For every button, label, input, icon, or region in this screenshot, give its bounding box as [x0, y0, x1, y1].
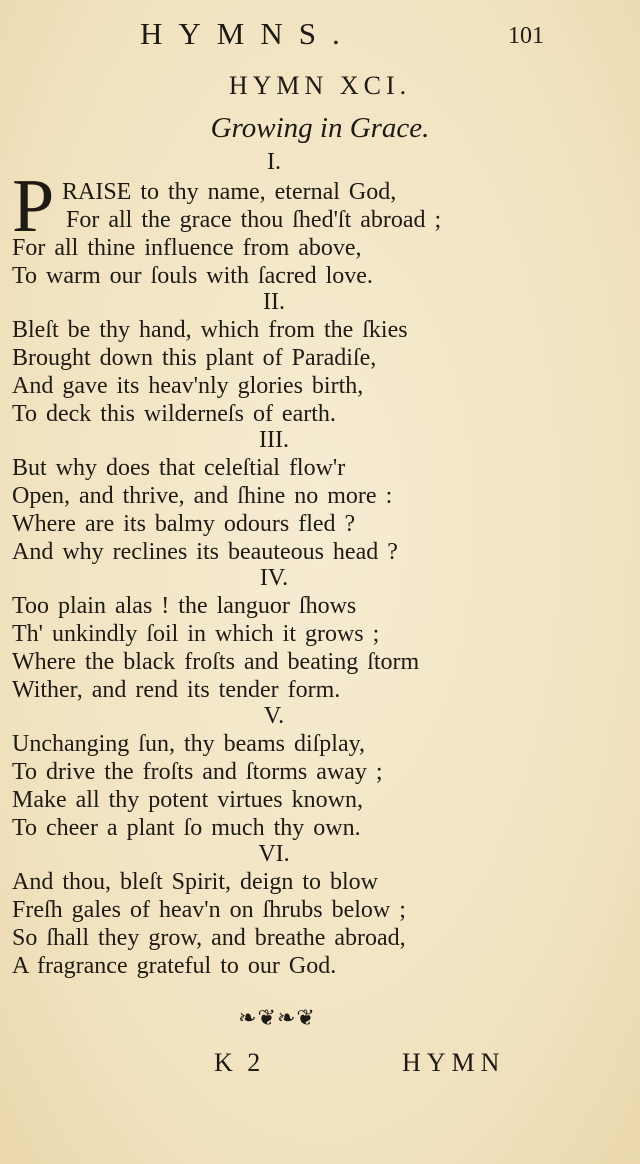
hymn-number: HYMN XCI.: [228, 71, 412, 100]
verse-line: A fragrance grateful to our God.: [12, 953, 337, 979]
verse-line: Unchanging ſun, thy beams diſplay,: [12, 731, 366, 757]
fleuron-ornament: ❧❦❧❦: [238, 1005, 316, 1030]
verse-line: And gave its heav'nly glories birth,: [12, 373, 364, 399]
verse-line: Bleſt be thy hand, which from the ſkies: [12, 317, 408, 343]
verse-line: RAISE to thy name, eternal God,: [62, 179, 397, 205]
stanza-numeral: VI.: [258, 841, 290, 867]
verse-line: To cheer a plant ſo much thy own.: [12, 815, 361, 841]
running-head: [0, 14, 640, 54]
stanza-numeral: II.: [263, 289, 285, 315]
verse-line: But why does that celeſtial flow'r: [12, 455, 346, 481]
verse-line: Brought down this plant of Paradiſe,: [12, 345, 377, 371]
verse-line: Too plain alas ! the languor ſhows: [12, 593, 357, 619]
catchword: HYMN: [402, 1048, 506, 1077]
verse-line: And why reclines its beauteous head ?: [12, 539, 398, 565]
signature-mark: K 2: [214, 1048, 265, 1077]
verse-line: To drive the froſts and ſtorms away ;: [12, 759, 383, 785]
verse-line: To deck this wilderneſs of earth.: [12, 401, 336, 427]
running-title: HYMNS.: [140, 16, 356, 51]
stanza-numeral: V.: [263, 703, 285, 729]
hymn-title: Growing in Grace.: [210, 112, 430, 144]
verse-line: Where the black froſts and beating ſtorm: [12, 649, 420, 675]
verse-line: So ſhall they grow, and breathe abroad,: [12, 925, 406, 951]
drop-cap: P: [12, 164, 55, 248]
verse-line: Where are its balmy odours fled ?: [12, 511, 356, 537]
verse-line: To warm our ſouls with ſacred love.: [12, 263, 373, 289]
verse-line: For all thine influence from above,: [12, 235, 362, 261]
page-number: 101: [508, 23, 544, 49]
verse-line: Th' unkindly ſoil in which it grows ;: [12, 621, 380, 647]
verse-line: And thou, bleſt Spirit, deign to blow: [12, 869, 378, 895]
verse-line: Wither, and rend its tender form.: [12, 677, 341, 703]
stanza-numeral: I.: [267, 149, 281, 175]
stanza-numeral: IV.: [259, 565, 289, 591]
verse-line: Make all thy potent virtues known,: [12, 787, 363, 813]
verse-line: Freſh gales of heav'n on ſhrubs below ;: [12, 897, 406, 923]
stanza-numeral: III.: [259, 427, 289, 453]
verse-line: For all the grace thou ſhed'ſt abroad ;: [66, 207, 442, 233]
verse-line: Open, and thrive, and ſhine no more :: [12, 483, 393, 509]
